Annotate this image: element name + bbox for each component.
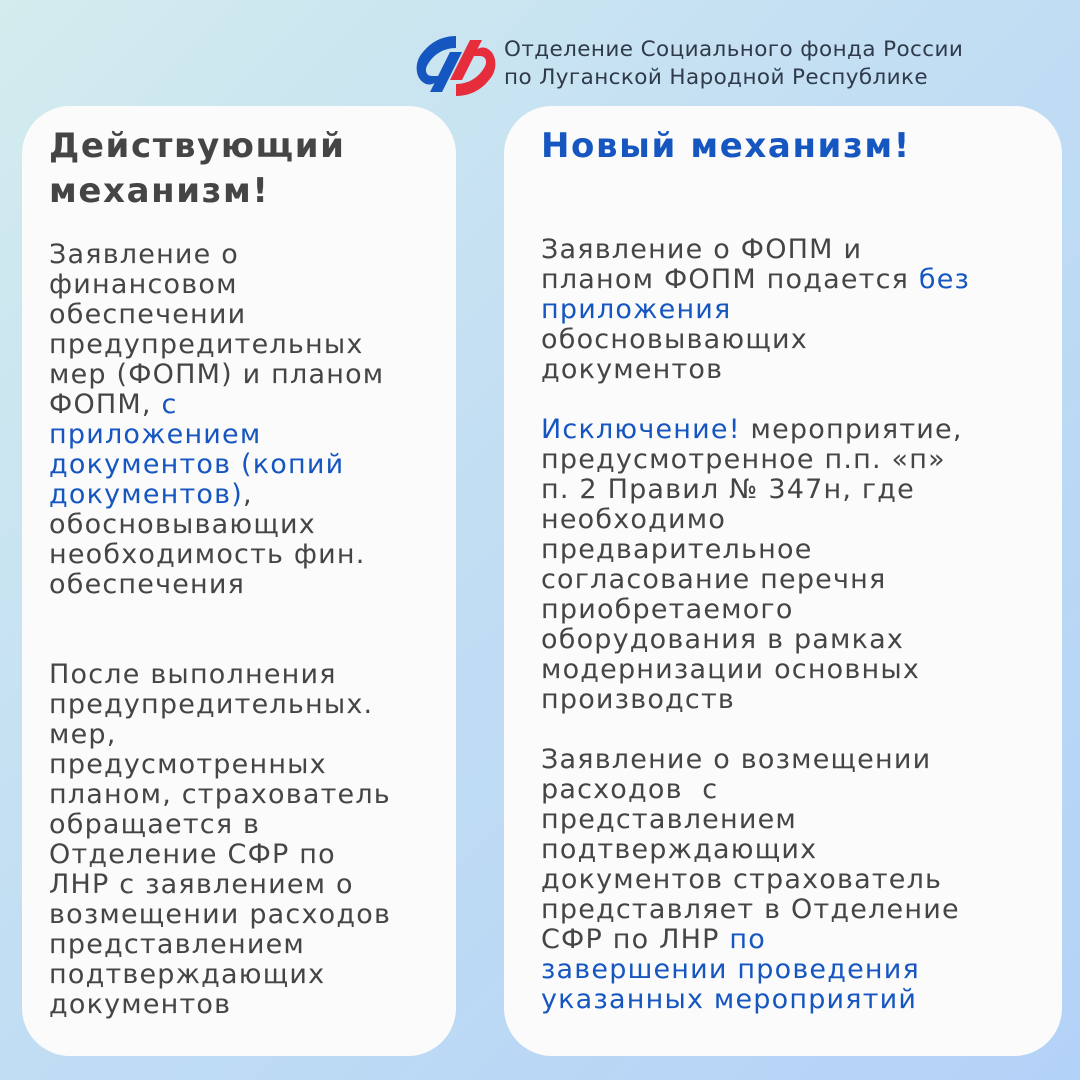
text-line: п. 2 Правил № 347н, где (541, 474, 915, 505)
text-line: приобретаемого (541, 594, 794, 625)
current-application-text (49, 240, 456, 600)
text-line (541, 925, 1062, 955)
text-line (541, 265, 1062, 295)
text-line: мер (ФОПМ) и планом (49, 359, 385, 390)
text-line: Отделение СФР по (49, 839, 336, 870)
current-mechanism-card (22, 106, 456, 1056)
text-line: обосновывающих (49, 509, 316, 540)
text-line (541, 415, 1062, 445)
new-reimbursement-text (541, 745, 1062, 1015)
text-line (49, 480, 456, 510)
text-segment: ФОПМ, (49, 389, 162, 420)
text-line: необходимость фин. (49, 539, 366, 570)
sfr-logo-icon (412, 30, 500, 102)
text-line: Заявление о (49, 239, 239, 270)
current-mechanism-title (49, 106, 456, 214)
text-line: ЛНР с заявлением о (49, 869, 354, 900)
highlight-line: указанных мероприятий (541, 984, 918, 1015)
text-line: предусмотренных (49, 749, 327, 780)
text-line: производств (541, 684, 735, 715)
highlight-line: приложения (541, 294, 732, 325)
text-line: предупредительных. (49, 689, 374, 720)
text-line: представлением (541, 804, 797, 835)
text-segment: мероприятие, (740, 414, 963, 445)
text-line: документов страхователь (541, 864, 943, 895)
text-line: После выполнения (49, 659, 337, 690)
text-line: Заявление о возмещении (541, 744, 932, 775)
text-line: финансовом (49, 269, 238, 300)
highlight-text: документов) (49, 479, 243, 510)
org-name-line1: Отделение Социального фонда России (504, 37, 964, 62)
text-segment: СФР по ЛНР (541, 924, 730, 955)
text-line: подтверждающих (49, 959, 326, 990)
highlight-line: документов (копий (49, 449, 345, 480)
exception-label: Исключение! (541, 414, 741, 445)
highlight-line: завершении проведения (541, 954, 920, 985)
text-line: предупредительных (49, 329, 364, 360)
text-line: Заявление о ФОПМ и (541, 234, 863, 265)
highlight-text: без (918, 264, 971, 295)
highlight-text: с (161, 389, 178, 420)
text-line: планом, страхователь (49, 779, 391, 810)
text-line: модернизации основных (541, 654, 921, 685)
exception-text (541, 415, 1062, 715)
text-line: обосновывающих (541, 324, 808, 355)
text-line: возмещении расходов (49, 899, 392, 930)
new-application-text (541, 235, 1062, 385)
text-line: предусмотренное п.п. «п» (541, 444, 946, 475)
org-name-line2: по Луганской Народной Республике (504, 65, 929, 90)
text-line: подтверждающих (541, 834, 818, 865)
title-line2: механизм! (49, 171, 270, 211)
text-line: обеспечении (49, 299, 247, 330)
text-line: представляет в Отделение (541, 894, 960, 925)
text-line: согласование перечня (541, 564, 887, 595)
text-line: обеспечения (49, 569, 246, 600)
text-line: оборудования в рамках (541, 624, 905, 655)
new-mechanism-card (504, 106, 1062, 1056)
current-reimbursement-text (49, 660, 456, 1020)
org-name (504, 36, 963, 92)
text-line: представлением (49, 929, 305, 960)
text-line: обращается в (49, 809, 261, 840)
text-segment: , (243, 479, 253, 510)
highlight-line: приложением (49, 419, 262, 450)
header (412, 28, 1072, 104)
title-line1: Действующий (49, 126, 346, 166)
text-line: мер, (49, 719, 117, 750)
text-line: необходимо (541, 504, 727, 535)
highlight-text: по (729, 924, 766, 955)
text-line: документов (541, 354, 724, 385)
text-line: предварительное (541, 534, 813, 565)
text-segment: планом ФОПМ подается (541, 264, 919, 295)
new-mechanism-title: Новый механизм! (541, 126, 911, 166)
text-line: расходов с (541, 774, 719, 805)
text-line: документов (49, 989, 232, 1020)
text-line (49, 390, 456, 420)
